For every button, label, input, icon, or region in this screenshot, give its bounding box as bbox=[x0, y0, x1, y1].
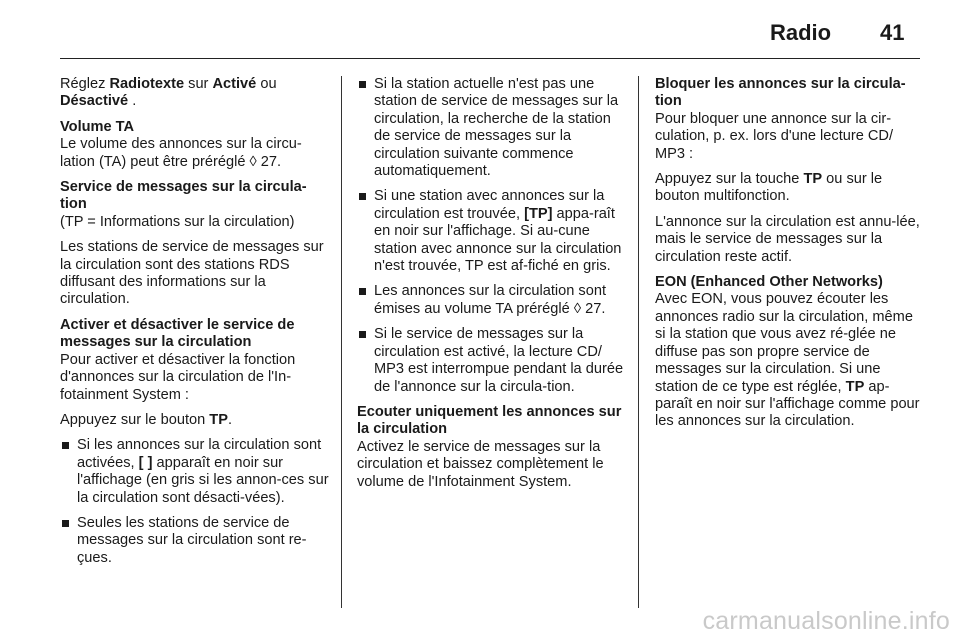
traffic-bullets-2 bbox=[357, 76, 627, 396]
header-divider bbox=[60, 58, 920, 59]
announcement-cancelled-text: L'annonce sur la circulation est annu-lée, mais le service de messages sur la circulation reste actif. bbox=[655, 213, 920, 265]
heading-listen-traffic-only: Ecouter uniquement les annonces sur la circulation bbox=[357, 403, 622, 438]
volume-ta-text: Le volume des annonces sur la circu-lation (TA) peut être préréglé ◊ 27. bbox=[60, 136, 302, 170]
tp-definition: (TP = Informations sur la circulation) bbox=[60, 213, 295, 230]
list-item: Si une station avec annonces sur la circulation est trouvée, [TP] appa-raît en noir sur l'affichage. Si au-cune station avec annonce sur la circulation n'est trouvée, TP est af-fiché en gris. bbox=[357, 188, 627, 275]
heading-eon: EON (Enhanced Other Networks) bbox=[655, 274, 883, 291]
heading-block-announcements: Bloquer les annonces sur la circula-tion bbox=[655, 76, 906, 110]
column-divider bbox=[341, 76, 342, 608]
press-tp-instruction: Appuyez sur le bouton TP. bbox=[60, 411, 232, 428]
heading-traffic-service: Service de messages sur la circula-tion bbox=[60, 179, 307, 213]
traffic-bullets-1 bbox=[60, 437, 330, 567]
page-title: Radio bbox=[770, 20, 832, 45]
eon-text: Avec EON, vous pouvez écouter les annonces radio sur la circulation, même si la station que vous avez ré-glée ne diffuse pas son propre service de messages sur la circulation. Si une station de ce type est réglée, TP ap-paraît en noir sur l'affichage comme pour les annonces sur la circulation. bbox=[655, 291, 920, 430]
block-announcements-text: Pour bloquer une annonce sur la cir-culation, p. ex. lors d'une lecture CD/ MP3 : bbox=[655, 110, 894, 162]
list-item: Les annonces sur la circulation sont émises au volume TA préréglé ◊ 27. bbox=[357, 283, 627, 318]
traffic-stations-text: Les stations de service de messages sur la circulation sont des stations RDS diffusant des informations sur la circulation. bbox=[60, 239, 324, 308]
list-item: Seules les stations de service de messages sur la circulation sont re-çues. bbox=[60, 515, 330, 567]
heading-volume-ta: Volume TA bbox=[60, 118, 135, 135]
list-item: Si la station actuelle n'est pas une station de service de messages sur la circulation, la recherche de la station de service de messages sur la circulation suivante commence automatiquement. bbox=[357, 76, 627, 180]
list-item: Si le service de messages sur la circulation est activé, la lecture CD/ MP3 est interrompue pendant la durée de l'annonce sur la circula-tion. bbox=[357, 326, 627, 396]
activate-traffic-text: Pour activer et désactiver la fonction d'annonces sur la circulation de l'In-fotainment System : bbox=[60, 351, 296, 403]
listen-traffic-only-text: Activez le service de messages sur la circulation et baissez complètement le volume de l'Infotainment System. bbox=[357, 438, 604, 490]
heading-activate-traffic: Activer et désactiver le service de messages sur la circulation bbox=[60, 316, 295, 351]
column-right bbox=[655, 76, 923, 439]
press-tp-key-instruction: Appuyez sur la touche TP ou sur le bouton multifonction. bbox=[655, 171, 883, 205]
column-divider bbox=[638, 76, 639, 608]
column-middle bbox=[357, 76, 627, 499]
radiotext-setting: Réglez Radiotexte sur Activé ou Désactivé . bbox=[60, 76, 277, 110]
watermark: carmanualsonline.info bbox=[702, 607, 950, 635]
column-left bbox=[60, 76, 330, 575]
list-item: Si les annonces sur la circulation sont activées, [ ] apparaît en noir sur l'affichage (en gris si les annon-ces sur la circulation sont désacti-vées). bbox=[60, 437, 330, 507]
page-number: 41 bbox=[880, 20, 905, 45]
